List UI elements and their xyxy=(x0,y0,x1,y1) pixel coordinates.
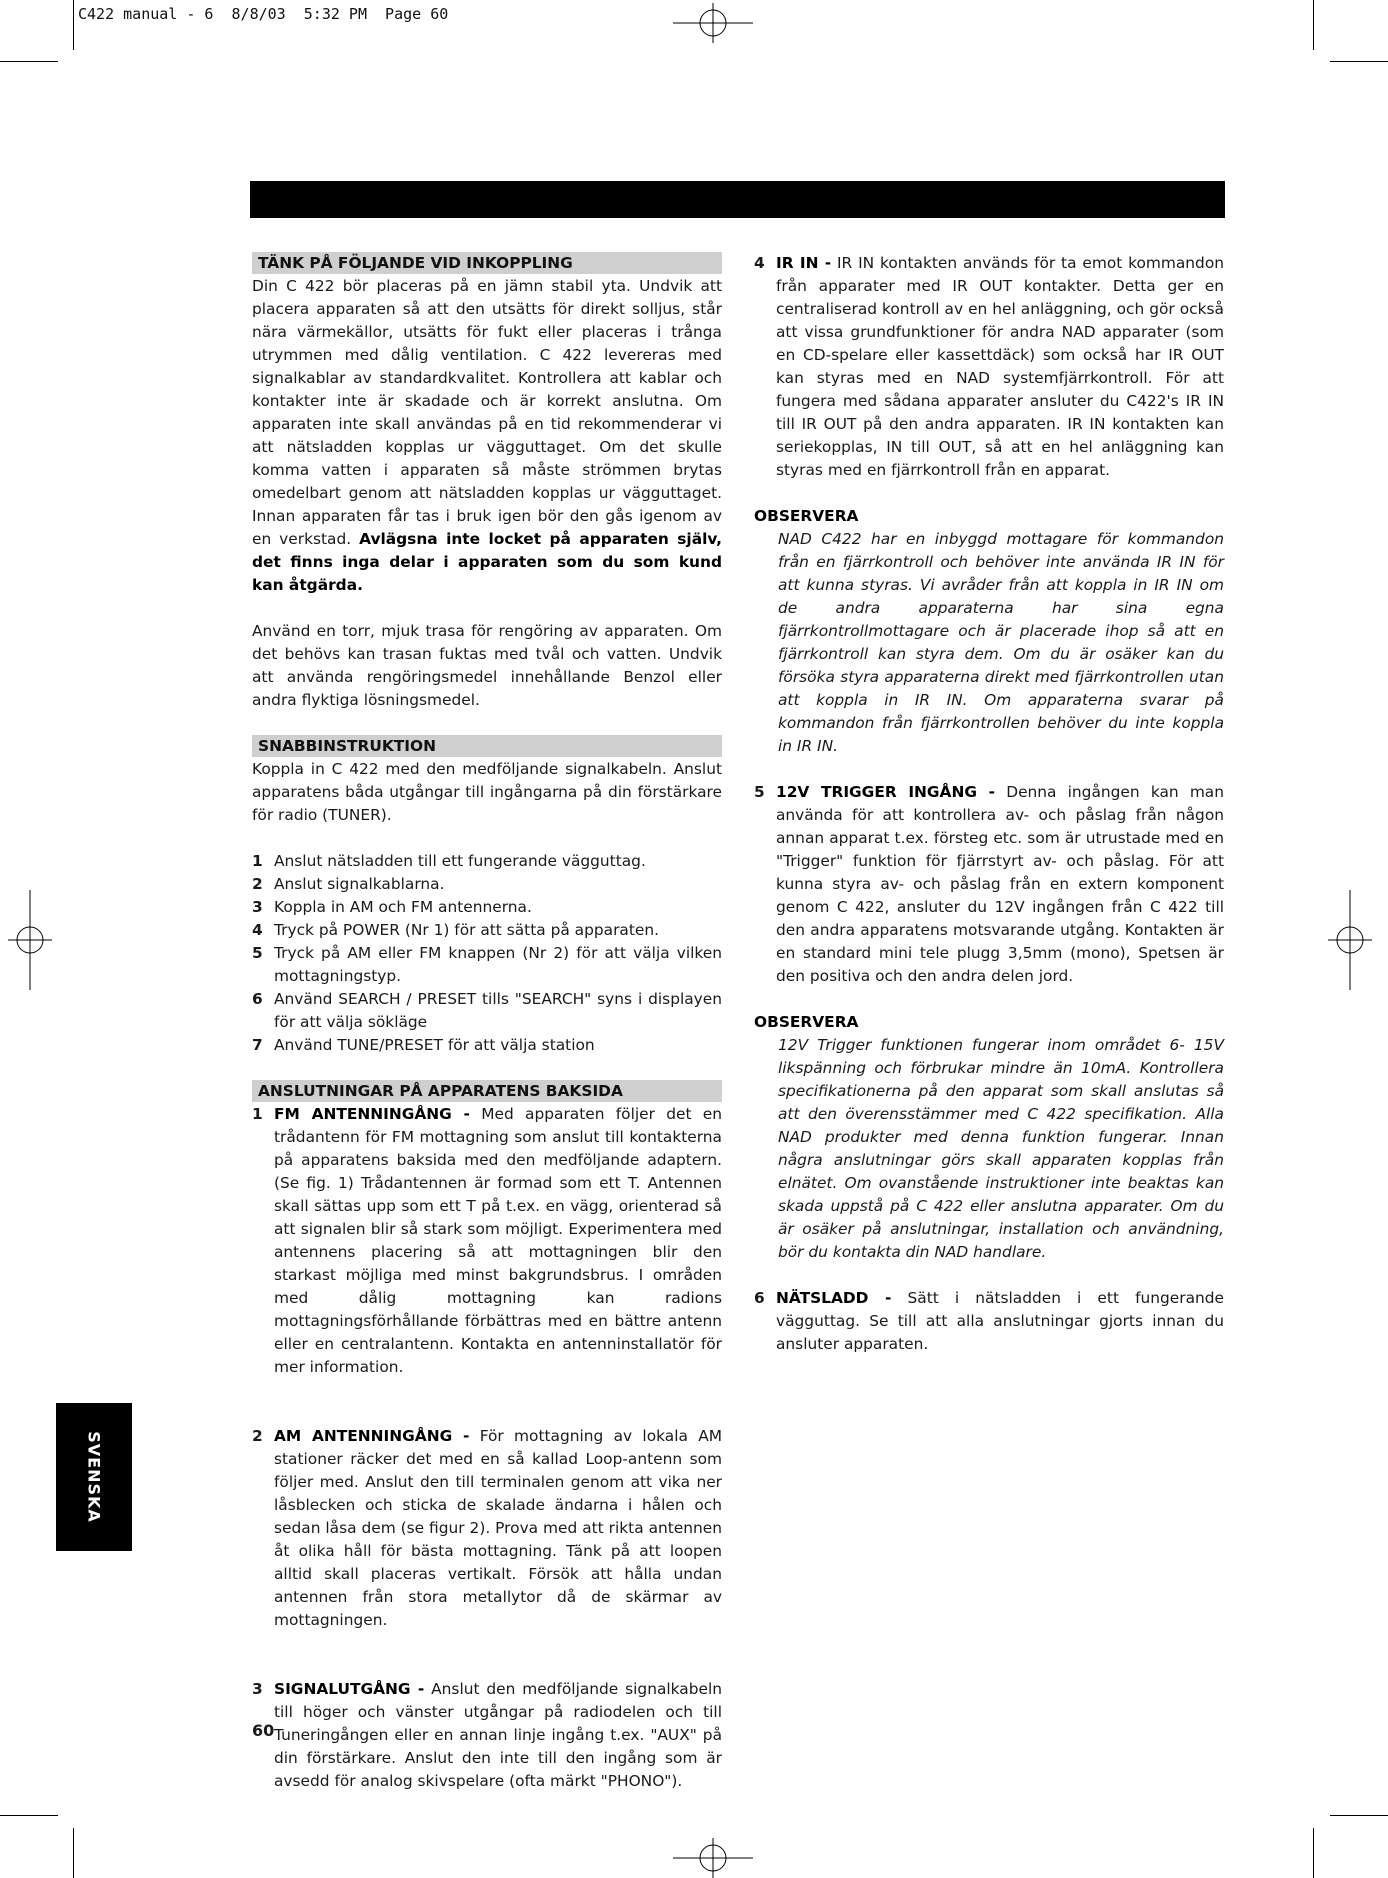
item-text xyxy=(274,1678,722,1793)
item-title: FM ANTENNINGÅNG - xyxy=(274,1105,470,1123)
item-body: Denna ingången kan man använda för att kontrollera av- och påslag från någon annan apparat t.ex. försteg etc. som är utrustade med en "Trigger" funktion för fjärrstyrt av- och påslag. För att kunna styra av- och påslag från en extern komponent genom C 422, ansluter du 12V ingången från C 422 till den andra apparatens motsvarande utgång. Kontakten är en standard mini tele plugg 3,5mm (mono), Spetsen är den positiva och den andra delen jord. xyxy=(776,783,1224,985)
section-heading-installation: TÄNK PÅ FÖLJANDE VID INKOPPLING xyxy=(252,252,722,274)
item-title: SIGNALUTGÅNG - xyxy=(274,1680,425,1698)
item-title: IR IN - xyxy=(776,254,832,272)
step-text: Tryck på AM eller FM knappen (Nr 2) för att välja vilken mottagningstyp. xyxy=(274,944,722,985)
left-column xyxy=(252,252,722,1793)
item-text xyxy=(274,1103,722,1379)
item-text xyxy=(776,252,1224,482)
cleaning-paragraph: Använd en torr, mjuk trasa för rengöring av apparaten. Om det behövs kan trasan fuktas med tvål och vatten. Undvik att använda rengöringsmedel innehållande Benzol eller andra flyktiga lösningsmedel. xyxy=(252,622,722,709)
item-number: 3 xyxy=(252,1680,263,1698)
step-number: 4 xyxy=(252,921,263,939)
quickstart-steps xyxy=(252,850,722,1057)
right-column xyxy=(754,252,1224,1356)
registration-mark-right xyxy=(1328,890,1372,990)
item-number: 5 xyxy=(754,783,765,801)
item-title: 12V TRIGGER INGÅNG - xyxy=(776,783,996,801)
crop-mark xyxy=(1313,1828,1314,1878)
note-text: 12V Trigger funktionen fungerar inom området 6- 15V likspänning och förbrukar mindre än 10mA. Kontrollera specifikationerna på den apparat som skall anslutas så att den överensstämmer med C 422 specifikation. Alla NAD produkter med denna funktion fungerar. Innan några anslutningar görs skall apparaten kopplas från elnätet. Om ovanstående instruktioner inte beaktas kan skada uppstå på C 422 eller anslutna apparater. Om du är osäker på anslutningar, installation och användning, bör du kontakta din NAD handlare. xyxy=(778,1036,1224,1261)
section-heading-quickstart: SNABBINSTRUKTION xyxy=(252,735,722,757)
header-bar xyxy=(250,181,1225,218)
step-number: 3 xyxy=(252,898,263,916)
step-number: 1 xyxy=(252,852,263,870)
installation-warning: Avlägsna inte locket på apparaten själv, det finns inga delar i apparaten som du som kund kan åtgärda. xyxy=(252,530,722,594)
item-number: 6 xyxy=(754,1289,765,1307)
item-text xyxy=(776,1287,1224,1356)
step-text: Anslut nätsladden till ett fungerande vägguttag. xyxy=(274,852,646,870)
note-text: NAD C422 har en inbyggd mottagare för kommandon från en fjärrkontroll och behöver inte använda IR IN för att kunna styras. Vi avråder från att koppla in IR IN om de andra apparaterna har sina egna fjärrkontrollmottagare och är placerade ihop så att en fjärrkontroll kan styra dem. Om du är osäker kan du försöka styra apparaterna direkt med fjärrkontrollen utan att koppla in IR IN. Om apparaterna svarar på kommandon från fjärrkontrollen behöver du inte koppla in IR IN. xyxy=(778,530,1224,755)
section-heading-rear-panel: ANSLUTNINGAR PÅ APPARATENS BAKSIDA xyxy=(252,1080,722,1102)
item-body: Anslut den medföljande signalkabeln till höger och vänster utgångar på radiodelen och till Tuneringången eller en annan linje ingång t.ex. "AUX" på din förstärkare. Anslut den inte till den ingång som är avsedd för analog skivspelare (ofta märkt "PHONO"). xyxy=(274,1680,722,1790)
registration-mark-bottom xyxy=(673,1838,753,1878)
item-body: IR IN kontakten används för ta emot kommandon från apparater med IR OUT kontakter. Detta ger en centraliserad kontroll av en hel anläggning, och gör också att vissa grundfunktioner för andra NAD apparater (som en CD-spelare eller kassettdäck) som också har IR OUT kan styras med en NAD systemfjärrkontroll. För att fungera med sådana apparater ansluter du C422's IR IN till IR OUT på den andra apparaten. IR IN kontakten kan seriekopplas, IN till OUT, så att en hel anläggning kan styras med en fjärrkontroll från en apparat. xyxy=(776,254,1224,479)
crop-mark xyxy=(1330,1815,1388,1816)
list-item xyxy=(252,1103,722,1379)
list-item xyxy=(252,896,722,919)
language-tab-label: SVENSKA xyxy=(84,1431,104,1523)
rear-panel-list xyxy=(252,1103,722,1793)
crop-mark xyxy=(1330,61,1388,62)
list-item xyxy=(252,1425,722,1632)
step-text: Anslut signalkablarna. xyxy=(274,875,445,893)
list-item-ir-in xyxy=(754,252,1224,482)
item-number: 1 xyxy=(252,1105,263,1123)
print-slug: C422 manual - 6 8/8/03 5:32 PM Page 60 xyxy=(78,5,449,23)
item-body: Med apparaten följer det en trådantenn för FM mottagning som anslut till kontakterna på apparatens baksida med den medföljande adaptern.(Se fig. 1) Trådantennen är formad som ett T. Antennen skall sättas upp som ett T på t.ex. en vägg, orienterad så att signalen blir så stark som möjligt. Experimentera med antennens placering så att mottagningen blir den starkast möjliga med minst bakgrundsbrus. I områden med dålig mottagning kan radions mottagningsförhållande förbättras med en bättre antenn eller en centralantenn. Kontakta en antenninstallatör för mer information. xyxy=(274,1105,722,1376)
crop-mark xyxy=(73,0,74,50)
item-body: För mottagning av lokala AM stationer räcker det med en så kallad Loop-antenn som följer med. Anslut den till terminalen genom att vika ner låsblecken och sticka de skalade ändarna i hålen och sedan låsa dem (se figur 2). Prova med att rikta antennen åt olika håll för bästa mottagning. Tänk på att loopen alltid skall placeras vertikalt. Försök att hålla undan antennen från stora metallytor då de skärmar av mottagningen. xyxy=(274,1427,723,1629)
step-text: Koppla in AM och FM antennerna. xyxy=(274,898,532,916)
item-body: Sätt i nätsladden i ett fungerande vägguttag. Se till att alla anslutningar gjorts innan du ansluter apparaten. xyxy=(776,1289,1224,1353)
page-number: 60 xyxy=(252,1721,275,1740)
language-tab xyxy=(56,1403,132,1551)
quickstart-intro: Koppla in C 422 med den medföljande signalkabeln. Anslut apparatens båda utgångar till ingångarna på din förstärkare för radio (TUNER). xyxy=(252,760,722,824)
note-label: OBSERVERA xyxy=(754,507,859,525)
step-number: 7 xyxy=(252,1036,263,1054)
registration-mark-left xyxy=(8,890,52,990)
crop-mark xyxy=(1313,0,1314,50)
list-item xyxy=(252,1678,722,1793)
installation-paragraph xyxy=(252,275,722,597)
note-label: OBSERVERA xyxy=(754,1013,859,1031)
list-item xyxy=(252,850,722,873)
item-number: 4 xyxy=(754,254,765,272)
crop-mark xyxy=(0,61,58,62)
step-text: Använd TUNE/PRESET för att välja station xyxy=(274,1036,595,1054)
item-number: 2 xyxy=(252,1427,263,1445)
installation-text: Din C 422 bör placeras på en jämn stabil yta. Undvik att placera apparaten så att den utsätts för direkt solljus, står nära värmekällor, utsätts för fukt eller placeras i trånga utrymmen med dålig ventilation. C 422 levereras med signalkablar av standardkvalitet. Kontrollera att kablar och kontakter inte är skadade och är korrekt anslutna. Om apparaten inte skall användas på en tid rekommenderar vi att nätsladden kopplas ur vägguttaget. Om det skulle komma vatten i apparaten så måste strömmen brytas omedelbart genom att nätsladden kopplas ur vägguttaget. Innan apparaten får tas i bruk igen bör den gås igenom av en verkstad. xyxy=(252,277,722,548)
item-title: AM ANTENNINGÅNG - xyxy=(274,1427,470,1445)
item-title: NÄTSLADD - xyxy=(776,1289,892,1307)
registration-mark-top xyxy=(673,3,753,43)
step-number: 6 xyxy=(252,990,263,1008)
step-number: 2 xyxy=(252,875,263,893)
item-text xyxy=(776,781,1224,988)
crop-mark xyxy=(73,1828,74,1878)
step-text: Tryck på POWER (Nr 1) för att sätta på apparaten. xyxy=(274,921,659,939)
crop-mark xyxy=(0,1815,58,1816)
list-item xyxy=(252,873,722,896)
list-item xyxy=(252,919,722,942)
step-text: Använd SEARCH / PRESET tills "SEARCH" syns i displayen för att välja sökläge xyxy=(274,990,722,1031)
item-text xyxy=(274,1425,722,1632)
list-item xyxy=(252,942,722,988)
list-item xyxy=(252,988,722,1034)
list-item-mains xyxy=(754,1287,1224,1356)
list-item-trigger xyxy=(754,781,1224,988)
list-item xyxy=(252,1034,722,1057)
step-number: 5 xyxy=(252,944,263,962)
